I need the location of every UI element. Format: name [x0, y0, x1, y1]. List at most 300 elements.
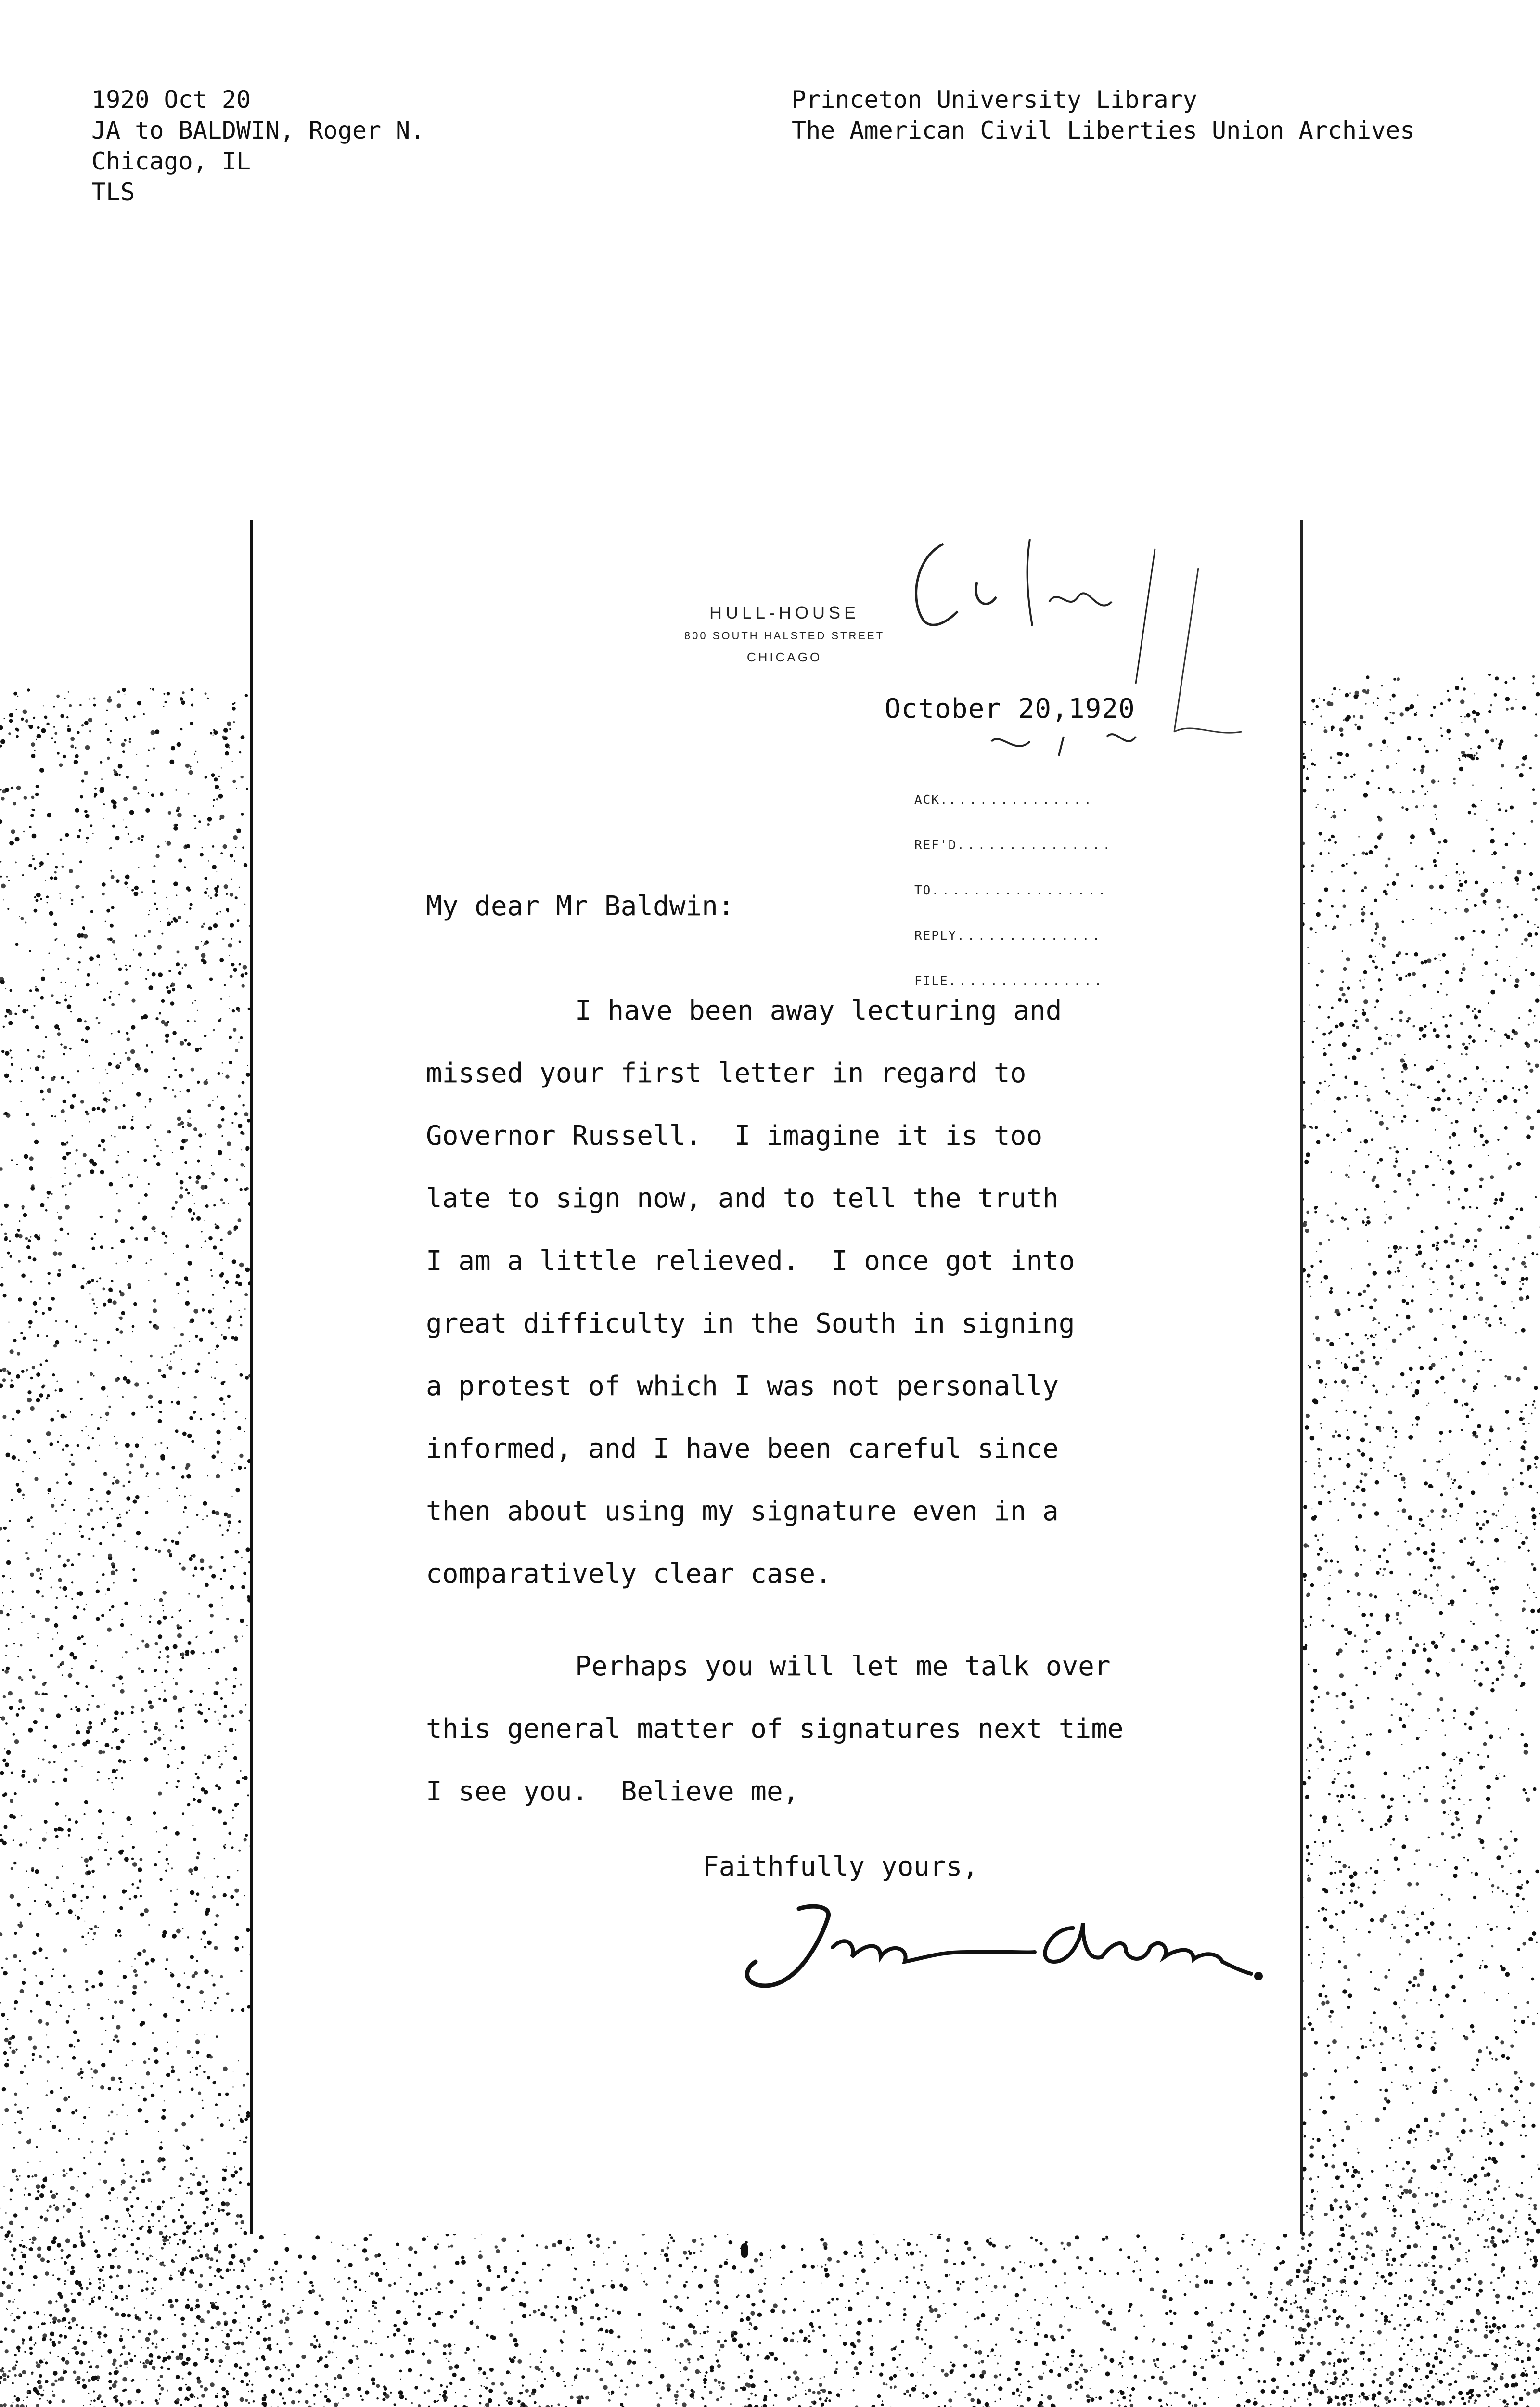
- speckle-dot: [104, 2151, 107, 2153]
- speckle-dot: [1518, 1870, 1521, 1873]
- speckle-dot: [5, 1655, 7, 1656]
- speckle-dot: [7, 1540, 10, 1542]
- speckle-dot: [1457, 2136, 1459, 2138]
- speckle-dot: [1537, 1609, 1540, 1613]
- speckle-dot: [57, 2056, 59, 2058]
- speckle-dot: [1452, 2028, 1453, 2030]
- speckle-dot: [203, 923, 205, 925]
- speckle-dot: [70, 1011, 72, 1012]
- speckle-dot: [1341, 1720, 1346, 1724]
- speckle-dot: [240, 1373, 243, 1377]
- speckle-dot: [2, 1575, 5, 1578]
- speckle-dot: [1317, 1737, 1320, 1740]
- speckle-dot: [77, 1018, 82, 1022]
- speckle-dot: [187, 1109, 191, 1113]
- speckle-dot: [5, 788, 10, 792]
- speckle-dot: [1367, 1338, 1368, 1339]
- speckle-dot: [1456, 863, 1458, 865]
- speckle-dot: [229, 996, 230, 997]
- speckle-dot: [1456, 1818, 1460, 1822]
- speckle-dot: [10, 1894, 14, 1899]
- speckle-dot: [1330, 2021, 1331, 2022]
- speckle-dot: [1513, 1307, 1515, 1309]
- speckle-dot: [1485, 1140, 1489, 1144]
- speckle-dot: [1429, 1718, 1430, 1719]
- speckle-dot: [167, 1021, 169, 1023]
- speckle-dot: [1500, 787, 1502, 789]
- speckle-dot: [157, 1737, 161, 1741]
- speckle-dot: [173, 1911, 176, 1913]
- speckle-dot: [1331, 817, 1332, 818]
- speckle-dot: [1511, 1038, 1513, 1040]
- speckle-dot: [1464, 1537, 1466, 1540]
- speckle-dot: [33, 2045, 37, 2050]
- speckle-dot: [1473, 930, 1476, 932]
- speckle-dot: [55, 866, 58, 868]
- speckle-dot: [1453, 782, 1456, 785]
- speckle-dot: [1466, 1298, 1468, 1300]
- speckle-dot: [1484, 1443, 1485, 1445]
- speckle-dot: [1363, 1473, 1367, 1477]
- speckle-dot: [0, 1527, 2, 1531]
- speckle-dot: [1415, 805, 1418, 808]
- speckle-dot: [222, 1202, 225, 1204]
- speckle-dot: [1349, 1758, 1351, 1760]
- speckle-dot: [1318, 1465, 1321, 1468]
- speckle-dot: [1317, 1448, 1321, 1451]
- speckle-dot: [1455, 1259, 1459, 1262]
- speckle-dot: [199, 1048, 202, 1050]
- speckle-dot: [1447, 1472, 1450, 1476]
- speckle-dot: [4, 718, 5, 719]
- speckle-dot: [228, 1203, 229, 1204]
- speckle-dot: [5, 1762, 9, 1767]
- speckle-dot: [21, 1101, 22, 1102]
- speckle-dot: [1380, 1357, 1382, 1359]
- speckle-dot: [1375, 1184, 1379, 1188]
- speckle-dot: [195, 1704, 197, 1706]
- speckle-dot: [1328, 1604, 1330, 1606]
- speckle-dot: [180, 1626, 182, 1629]
- speckle-dot: [154, 1599, 155, 1600]
- speckle-dot: [71, 1463, 75, 1466]
- speckle-dot: [113, 1477, 115, 1478]
- speckle-dot: [1356, 2114, 1358, 2115]
- speckle-dot: [1377, 816, 1380, 819]
- speckle-dot: [1532, 675, 1535, 678]
- speckle-dot: [180, 1091, 181, 1092]
- speckle-dot: [107, 738, 110, 741]
- speckle-dot: [1389, 1815, 1393, 1818]
- speckle-dot: [1420, 1958, 1422, 1960]
- speckle-dot: [110, 847, 112, 849]
- speckle-dot: [1329, 1342, 1334, 1346]
- speckle-dot: [153, 1308, 157, 1313]
- speckle-dot: [208, 1668, 210, 1669]
- speckle-dot: [1476, 712, 1480, 716]
- speckle-dot: [227, 1395, 231, 1398]
- speckle-dot: [98, 1144, 101, 1147]
- speckle-dot: [83, 2116, 86, 2119]
- speckle-dot: [72, 1135, 73, 1137]
- speckle-dot: [249, 925, 250, 927]
- speckle-dot: [6, 1613, 10, 1617]
- speckle-dot: [197, 1776, 200, 1779]
- speckle-dot: [1488, 710, 1491, 713]
- speckle-dot: [197, 761, 198, 763]
- speckle-dot: [242, 1946, 244, 1948]
- speckle-dot: [130, 1226, 134, 1230]
- speckle-dot: [1526, 1060, 1527, 1062]
- speckle-dot: [201, 941, 202, 942]
- speckle-dot: [1314, 1211, 1317, 1214]
- speckle-dot: [1442, 1088, 1446, 1092]
- speckle-dot: [1331, 1625, 1334, 1628]
- speckle-dot: [121, 2158, 125, 2162]
- speckle-dot: [1498, 803, 1500, 805]
- speckle-dot: [126, 776, 129, 778]
- speckle-dot: [1412, 919, 1414, 920]
- speckle-dot: [100, 761, 102, 764]
- speckle-dot: [1465, 1239, 1470, 1243]
- speckle-dot: [1426, 1405, 1427, 1406]
- speckle-dot: [1342, 889, 1345, 892]
- speckle-dot: [172, 1934, 177, 1939]
- speckle-dot: [214, 893, 218, 897]
- speckle-dot: [1370, 1867, 1372, 1870]
- speckle-dot: [1342, 993, 1346, 996]
- speckle-dot: [3, 1294, 7, 1297]
- speckle-dot: [1367, 1095, 1368, 1096]
- speckle-dot: [34, 909, 38, 913]
- speckle-dot: [1305, 1645, 1307, 1647]
- speckle-dot: [1358, 1886, 1360, 1888]
- speckle-dot: [1310, 1436, 1315, 1441]
- speckle-dot: [215, 1649, 220, 1654]
- speckle-dot: [1383, 1772, 1387, 1776]
- speckle-dot: [3, 1026, 5, 1028]
- speckle-dot: [173, 1695, 177, 1700]
- speckle-dot: [182, 1432, 187, 1436]
- speckle-dot: [1448, 1814, 1449, 1815]
- speckle-dot: [1505, 1410, 1509, 1414]
- speckle-dot: [1319, 1242, 1322, 1245]
- speckle-dot: [1489, 1580, 1491, 1583]
- speckle-dot: [1317, 1539, 1319, 1541]
- speckle-dot: [1459, 978, 1463, 982]
- speckle-dot: [1513, 1911, 1515, 1914]
- speckle-dot: [1456, 871, 1458, 873]
- speckle-dot: [79, 1525, 82, 1528]
- speckle-dot: [1505, 697, 1510, 701]
- speckle-dot: [1365, 1872, 1367, 1874]
- speckle-dot: [154, 1642, 158, 1645]
- speckle-dot: [1320, 1745, 1324, 1749]
- speckle-dot: [1375, 1334, 1377, 1336]
- speckle-dot: [1329, 1085, 1330, 1086]
- speckle-dot: [1311, 1508, 1312, 1509]
- speckle-dot: [107, 2131, 109, 2133]
- speckle-dot: [1339, 987, 1344, 991]
- speckle-dot: [1463, 2035, 1465, 2038]
- speckle-dot: [1390, 712, 1392, 713]
- speckle-dot: [1410, 1083, 1413, 1086]
- speckle-dot: [11, 1867, 13, 1870]
- speckle-dot: [1354, 1634, 1356, 1637]
- speckle-dot: [201, 2138, 204, 2141]
- speckle-dot: [1395, 1160, 1398, 1163]
- speckle-dot: [1412, 1394, 1415, 1398]
- speckle-dot: [1391, 2139, 1393, 2141]
- speckle-dot: [245, 1418, 246, 1419]
- speckle-dot: [42, 1312, 45, 1315]
- speckle-dot: [1374, 962, 1375, 963]
- speckle-dot: [148, 930, 151, 933]
- speckle-dot: [225, 1280, 229, 1284]
- speckle-dot: [22, 1981, 26, 1985]
- speckle-dot: [33, 1301, 37, 1306]
- speckle-dot: [0, 1834, 2, 1836]
- speckle-dot: [1326, 2000, 1330, 2004]
- speckle-dot: [1437, 1708, 1440, 1712]
- speckle-dot: [1479, 1766, 1483, 1770]
- speckle-dot: [1330, 1030, 1332, 1033]
- speckle-dot: [1406, 1989, 1409, 1992]
- speckle-dot: [146, 1262, 148, 1264]
- speckle-dot: [1303, 1543, 1308, 1548]
- speckle-dot: [1407, 2140, 1412, 2144]
- speckle-dot: [144, 1193, 148, 1197]
- speckle-dot: [1501, 882, 1502, 884]
- speckle-dot: [137, 837, 140, 840]
- speckle-dot: [6, 1750, 11, 1755]
- speckle-dot: [77, 1553, 80, 1556]
- speckle-dot: [1451, 1648, 1455, 1652]
- speckle-dot: [1377, 1988, 1380, 1991]
- speckle-dot: [1484, 1088, 1488, 1092]
- speckle-dot: [1534, 1386, 1538, 1390]
- speckle-dot: [151, 730, 155, 735]
- speckle-dot: [1425, 750, 1429, 753]
- speckle-dot: [13, 1862, 17, 1865]
- speckle-dot: [61, 1109, 65, 1113]
- speckle-dot: [1375, 1391, 1378, 1393]
- speckle-dot: [1417, 2044, 1422, 2048]
- speckle-dot: [71, 1991, 74, 1993]
- speckle-dot: [1381, 968, 1383, 971]
- speckle-dot: [1383, 2107, 1386, 2110]
- speckle-dot: [1399, 1953, 1401, 1955]
- speckle-dot: [1482, 1523, 1485, 1526]
- speckle-dot: [110, 742, 112, 744]
- speckle-dot: [162, 1232, 165, 1235]
- speckle-dot: [232, 2086, 233, 2087]
- speckle-dot: [92, 1162, 97, 1166]
- speckle-dot: [1372, 2044, 1375, 2047]
- speckle-dot: [1392, 881, 1396, 886]
- speckle-dot: [1431, 779, 1436, 784]
- speckle-dot: [1370, 1918, 1374, 1923]
- speckle-dot: [99, 1082, 100, 1083]
- speckle-dot: [1458, 1953, 1463, 1957]
- speckle-dot: [1371, 1138, 1373, 1141]
- speckle-dot: [1442, 1324, 1443, 1325]
- speckle-dot: [220, 1018, 221, 1020]
- speckle-dot: [153, 747, 155, 750]
- speckle-dot: [179, 1562, 181, 1565]
- speckle-dot: [208, 1352, 210, 1354]
- speckle-dot: [106, 1490, 111, 1495]
- speckle-dot: [59, 1388, 63, 1392]
- speckle-dot: [1476, 1066, 1479, 1070]
- speckle-dot: [1470, 1711, 1475, 1716]
- speckle-dot: [185, 1301, 190, 1306]
- speckle-dot: [1533, 1022, 1534, 1023]
- speckle-dot: [1315, 1126, 1318, 1129]
- speckle-dot: [1399, 1261, 1401, 1264]
- speckle-dot: [1364, 1375, 1367, 1378]
- speckle-dot: [13, 802, 16, 806]
- speckle-dot: [1390, 1844, 1391, 1845]
- speckle-dot: [1374, 1006, 1376, 1008]
- speckle-dot: [1537, 1492, 1538, 1493]
- speckle-dot: [1525, 1042, 1528, 1046]
- speckle-dot: [173, 1678, 174, 1679]
- speckle-dot: [172, 1031, 177, 1035]
- speckle-dot: [1370, 1468, 1372, 1469]
- speckle-dot: [224, 1746, 227, 1748]
- speckle-dot: [182, 691, 185, 694]
- speckle-dot: [112, 2017, 114, 2019]
- speckle-dot: [1510, 806, 1514, 810]
- speckle-dot: [1388, 1648, 1392, 1652]
- speckle-dot: [1492, 1592, 1495, 1595]
- speckle-dot: [47, 2060, 50, 2064]
- speckle-dot: [178, 1531, 181, 1535]
- speckle-dot: [1313, 1333, 1314, 1335]
- speckle-dot: [37, 1633, 38, 1634]
- speckle-dot: [1416, 712, 1417, 713]
- speckle-dot: [1317, 2008, 1318, 2010]
- speckle-dot: [1361, 1305, 1364, 1307]
- speckle-dot: [120, 1623, 124, 1627]
- speckle-dot: [173, 1644, 178, 1649]
- speckle-dot: [122, 1835, 124, 1837]
- speckle-dot: [1536, 1942, 1538, 1943]
- speckle-dot: [1527, 1911, 1528, 1912]
- speckle-dot: [1311, 870, 1314, 872]
- speckle-dot: [1433, 805, 1437, 809]
- speckle-dot: [162, 1605, 164, 1606]
- speckle-dot: [170, 985, 172, 987]
- speckle-dot: [1499, 1317, 1502, 1321]
- speckle-dot: [217, 1441, 221, 1445]
- speckle-dot: [1348, 1978, 1351, 1981]
- speckle-dot: [6, 1560, 11, 1565]
- speckle-dot: [79, 1531, 81, 1532]
- speckle-dot: [83, 1608, 86, 1611]
- speckle-dot: [187, 1434, 192, 1438]
- speckle-dot: [1392, 1838, 1395, 1841]
- speckle-dot: [44, 1820, 48, 1824]
- speckle-dot: [87, 1870, 91, 1875]
- speckle-dot: [1397, 1099, 1399, 1100]
- speckle-dot: [1451, 1836, 1455, 1839]
- speckle-dot: [58, 1269, 61, 1272]
- speckle-dot: [57, 1273, 61, 1277]
- speckle-dot: [1481, 2135, 1482, 2137]
- speckle-dot: [1305, 1626, 1307, 1628]
- speckle-dot: [1465, 757, 1466, 758]
- speckle-dot: [229, 955, 230, 956]
- speckle-dot: [1487, 1924, 1489, 1925]
- speckle-dot: [1502, 1281, 1506, 1285]
- speckle-dot: [163, 1734, 164, 1735]
- speckle-dot: [233, 721, 235, 723]
- speckle-dot: [1422, 1034, 1426, 1038]
- speckle-dot: [1305, 1229, 1309, 1233]
- speckle-dot: [173, 881, 178, 886]
- speckle-dot: [46, 1901, 49, 1904]
- speckle-dot: [179, 1074, 183, 1078]
- speckle-dot: [98, 2163, 101, 2166]
- speckle-dot: [1517, 1948, 1520, 1951]
- speckle-dot: [1450, 1310, 1451, 1312]
- speckle-dot: [189, 1341, 190, 1342]
- speckle-dot: [132, 2008, 135, 2011]
- speckle-dot: [1455, 1120, 1458, 1123]
- speckle-dot: [223, 737, 226, 740]
- speckle-dot: [1442, 1636, 1444, 1638]
- speckle-dot: [126, 719, 128, 721]
- speckle-dot: [79, 1340, 81, 1343]
- speckle-dot: [1460, 699, 1464, 704]
- speckle-dot: [1345, 999, 1348, 1003]
- speckle-dot: [213, 1308, 214, 1309]
- speckle-dot: [244, 1467, 246, 1469]
- speckle-dot: [1476, 2064, 1478, 2066]
- speckle-dot: [215, 1784, 218, 1787]
- speckle-dot: [117, 703, 121, 708]
- speckle-dot: [223, 1336, 227, 1340]
- speckle-dot: [197, 1636, 198, 1637]
- speckle-dot: [1307, 768, 1308, 770]
- speckle-dot: [1306, 1211, 1309, 1214]
- speckle-dot: [1421, 2032, 1424, 2034]
- speckle-dot: [131, 889, 134, 891]
- speckle-dot: [245, 1547, 250, 1552]
- speckle-dot: [201, 1231, 203, 1232]
- speckle-dot: [1347, 2066, 1348, 2068]
- speckle-dot: [35, 793, 38, 796]
- speckle-dot: [1526, 1880, 1529, 1884]
- speckle-dot: [1478, 1296, 1483, 1301]
- speckle-dot: [1441, 1799, 1446, 1804]
- speckle-dot: [1501, 1192, 1505, 1196]
- speckle-dot: [1340, 1891, 1343, 1894]
- speckle-dot: [1532, 2022, 1535, 2025]
- speckle-dot: [63, 1563, 67, 1567]
- speckle-dot: [1364, 1667, 1368, 1670]
- speckle-dot: [1360, 1903, 1364, 1908]
- speckle-dot: [203, 1501, 207, 1506]
- speckle-dot: [144, 935, 146, 937]
- speckle-dot: [8, 880, 10, 881]
- speckle-dot: [55, 1389, 57, 1391]
- speckle-dot: [177, 1627, 180, 1630]
- speckle-dot: [115, 1378, 119, 1382]
- speckle-dot: [1341, 1830, 1344, 1832]
